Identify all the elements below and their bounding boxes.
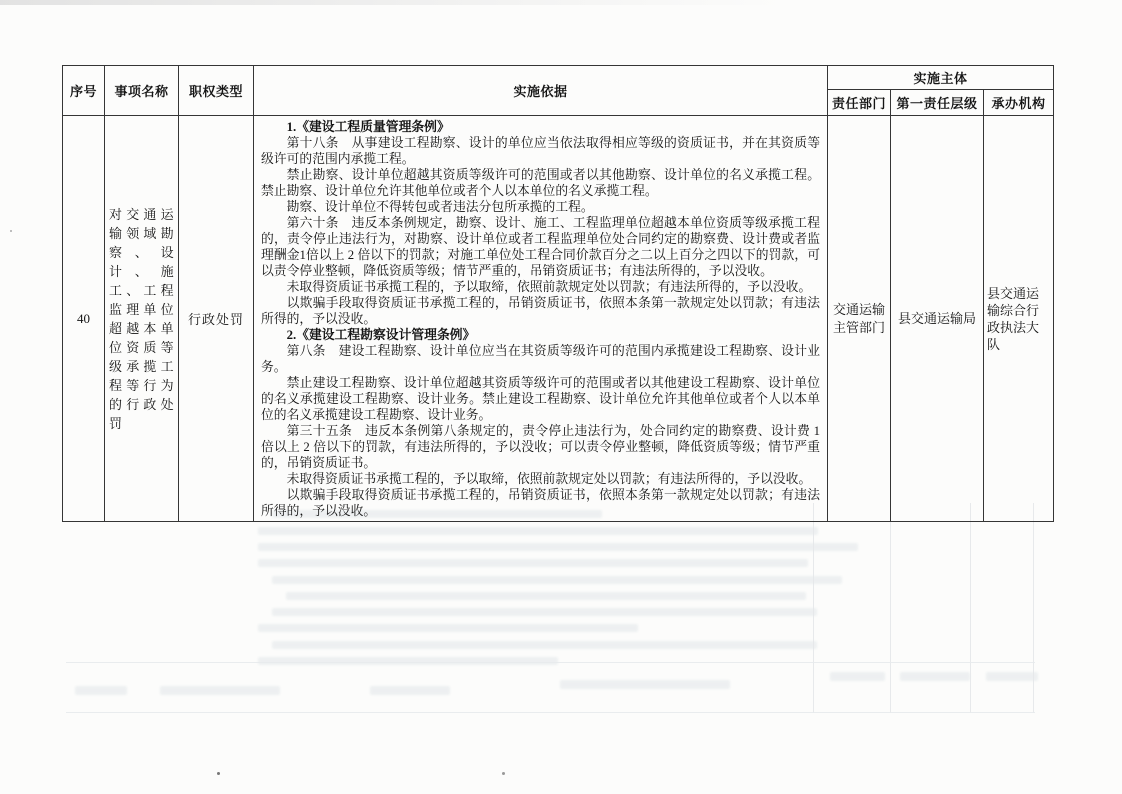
header-implementation-subject: 实施主体 xyxy=(828,66,1054,90)
header-seq-no: 序号 xyxy=(63,66,105,116)
cell-responsible-dept: 交通运输主管部门 xyxy=(828,116,891,522)
bleed-through-artifact xyxy=(970,503,971,713)
bleed-through-artifact xyxy=(66,712,1035,713)
authority-matrix-table xyxy=(62,65,1054,522)
bleed-through-artifact xyxy=(830,672,885,681)
basis-paragraph: 以欺骗手段取得资质证书承揽工程的，吊销资质证书，依照本条第一款规定处以罚款；有违法所得的，予以没收。 xyxy=(261,296,820,326)
header-handling-agency: 承办机构 xyxy=(984,90,1054,116)
basis-paragraph: 第八条 建设工程勘察、设计单位应当在其资质等级许可的范围内承揽建设工程勘察、设计业务。 xyxy=(261,344,820,374)
cell-implementation-basis xyxy=(254,116,828,522)
basis-paragraph: 勘察、设计单位不得转包或者违法分包所承揽的工程。 xyxy=(286,200,594,214)
cell-item-name: 对交通运输领域勘察、设计、施工、工程监理单位超越本单位资质等级承揽工程等行为的行政处罚 xyxy=(105,116,179,522)
cell-first-responsibility-level: 县交通运输局 xyxy=(891,116,984,522)
header-first-responsibility-level: 第一责任层级 xyxy=(891,90,984,116)
header-responsible-dept: 责任部门 xyxy=(828,90,891,116)
scan-edge-artifact xyxy=(0,0,785,5)
bleed-through-artifact xyxy=(900,672,970,681)
bleed-through-artifact xyxy=(890,503,891,713)
header-item-name: 事项名称 xyxy=(105,66,179,116)
bleed-through-artifact xyxy=(75,686,127,695)
bleed-through-artifact xyxy=(258,559,808,567)
bleed-through-artifact xyxy=(1033,503,1034,713)
scan-speck xyxy=(10,230,12,232)
scan-speck xyxy=(502,772,505,775)
bleed-through-artifact xyxy=(813,503,814,713)
cell-authority-type: 行政处罚 xyxy=(179,116,254,522)
table-row xyxy=(63,116,1054,522)
law-1-title: 1.《建设工程质量管理条例》 xyxy=(286,120,450,134)
basis-paragraph: 第三十五条 违反本条例第八条规定的，责令停止违法行为，处合同约定的勘察费、设计费 1 倍以上 2 倍以下的罚款，有违法所得的，予以没收；可以责令停业整顿，降低资质等级；情节严重的，吊销资质证书。 xyxy=(261,424,820,470)
basis-paragraph: 第十八条 从事建设工程勘察、设计的单位应当依法取得相应等级的资质证书，并在其资质等级许可的范围内承揽工程。 xyxy=(261,136,820,166)
bleed-through-artifact xyxy=(258,527,818,535)
basis-paragraph: 未取得资质证书承揽工程的，予以取缔，依照前款规定处以罚款；有违法所得的，予以没收。 xyxy=(286,472,812,486)
header-implementation-basis: 实施依据 xyxy=(254,66,828,116)
bleed-through-artifact xyxy=(258,543,858,551)
cell-seq-no: 40 xyxy=(63,116,105,522)
bleed-through-artifact xyxy=(286,592,806,600)
bleed-through-artifact xyxy=(272,641,817,649)
basis-paragraph: 以欺骗手段取得资质证书承揽工程的，吊销资质证书，依照本条第一款规定处以罚款；有违法所得的，予以没收。 xyxy=(261,488,820,518)
bleed-through-artifact xyxy=(258,624,638,632)
scan-speck xyxy=(217,772,220,775)
bleed-through-artifact xyxy=(258,657,558,665)
bleed-through-artifact xyxy=(560,680,730,689)
bleed-through-artifact xyxy=(986,672,1038,681)
law-2-title: 2.《建设工程勘察设计管理条例》 xyxy=(286,328,476,342)
bleed-through-artifact xyxy=(160,686,280,695)
bleed-through-artifact xyxy=(272,608,817,616)
cell-handling-agency: 县交通运输综合行政执法大队 xyxy=(984,116,1054,522)
bleed-through-artifact xyxy=(66,662,1035,663)
basis-paragraph: 禁止勘察、设计单位超越其资质等级许可的范围或者以其他勘察、设计单位的名义承揽工程。禁止勘察、设计单位允许其他单位或者个人以本单位的名义承揽工程。 xyxy=(261,168,820,198)
basis-paragraph: 第六十条 违反本条例规定，勘察、设计、施工、工程监理单位超越本单位资质等级承揽工程的，责令停止违法行为，对勘察、设计单位或者工程监理单位处合同约定的勘察费、设计费或者监理酬金1倍以上 2 倍以下的罚款；对施工单位处工程合同价款百分之二以上百分之四以下的罚款，可以责令停业整顿，降低资质等级；情节严重的，吊销资质证书；有违法所得的，予以没收。 xyxy=(261,216,820,278)
basis-paragraph: 未取得资质证书承揽工程的，予以取缔，依照前款规定处以罚款；有违法所得的，予以没收。 xyxy=(286,280,812,294)
header-authority-type: 职权类型 xyxy=(179,66,254,116)
bleed-through-artifact xyxy=(272,576,842,584)
bleed-through-artifact xyxy=(370,686,450,695)
basis-paragraph: 禁止建设工程勘察、设计单位超越其资质等级许可的范围或者以其他建设工程勘察、设计单位的名义承揽建设工程勘察、设计业务。禁止建设工程勘察、设计单位允许其他单位或者个人以本单位的名义承揽建设工程勘察、设计业务。 xyxy=(261,376,820,422)
